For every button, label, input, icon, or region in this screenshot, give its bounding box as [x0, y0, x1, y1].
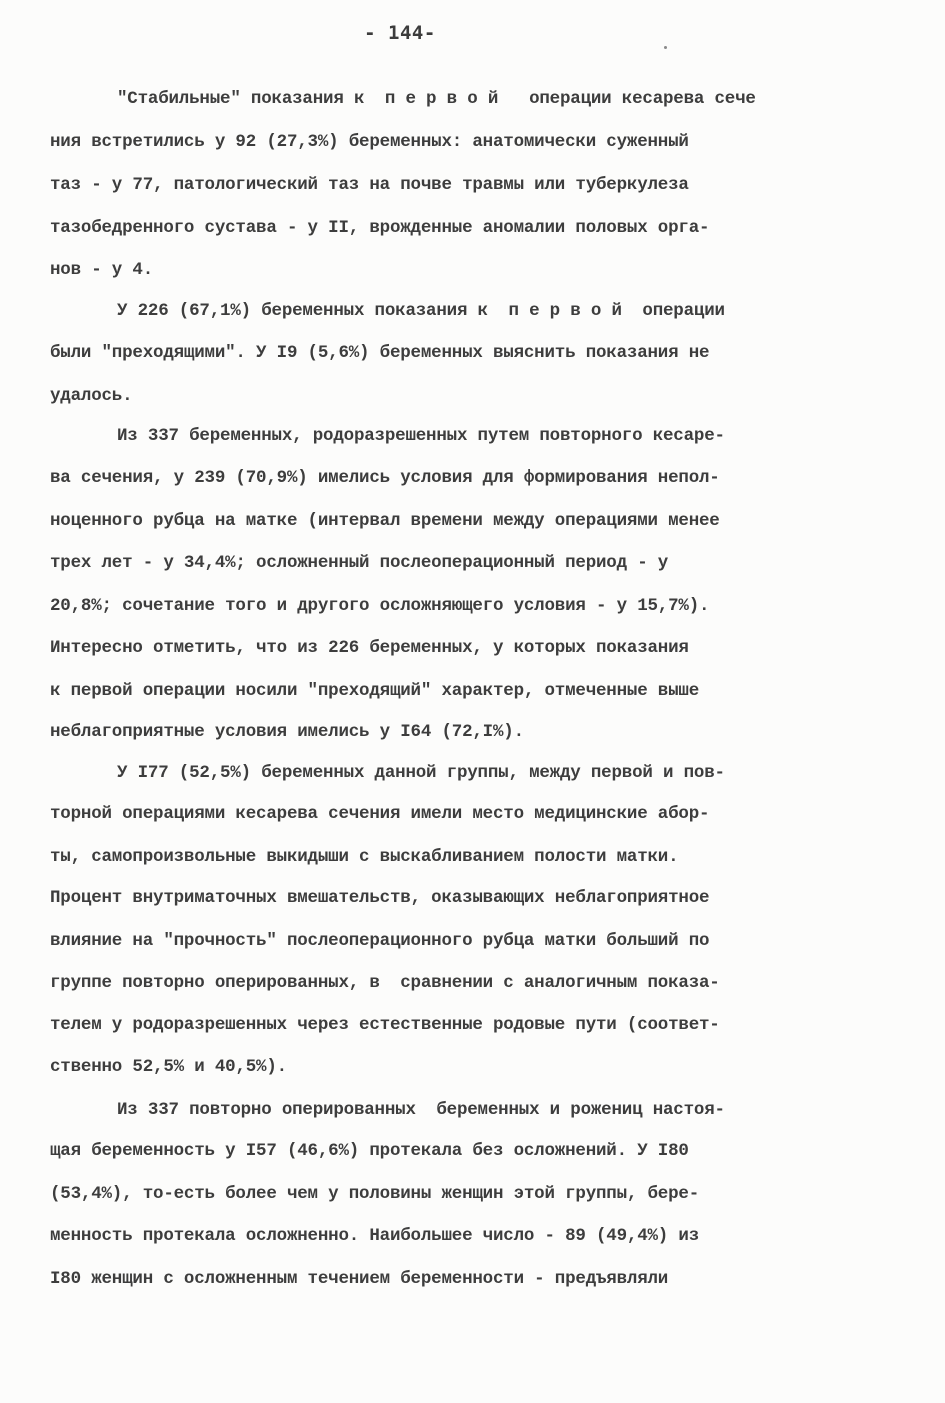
page-number: - 144-: [364, 22, 436, 44]
text-line: нов - у 4.: [50, 260, 154, 280]
text-line: Интересно отметить, что из 226 беременных, у которых показания: [50, 638, 689, 658]
text-line: телем у родоразрешенных через естественные родовые пути (соответ-: [50, 1015, 720, 1035]
text-line: Процент внутриматочных вмешательств, оказывающих неблагоприятное: [50, 888, 710, 908]
scan-speck: [664, 46, 667, 49]
text-line: к первой операции носили "преходящий" характер, отмеченные выше: [50, 681, 700, 701]
text-line: удалось.: [50, 386, 133, 406]
text-line: (53,4%), то-есть более чем у половины женщин этой группы, бере-: [50, 1184, 700, 1204]
text-line: ноценного рубца на матке (интервал времени между операциями менее: [50, 511, 720, 531]
text-line: У 226 (67,1%) беременных показания к п е р в о й операции: [117, 301, 725, 321]
text-line: группе повторно оперированных, в сравнении с аналогичным показа-: [50, 973, 720, 993]
text-line: ственно 52,5% и 40,5%).: [50, 1057, 287, 1077]
text-line: 20,8%; сочетание того и другого осложняющего условия - у 15,7%).: [50, 596, 710, 616]
text-line: были "преходящими". У I9 (5,6%) беременных выяснить показания не: [50, 343, 710, 363]
text-line: неблагоприятные условия имелись у I64 (72,I%).: [50, 722, 524, 742]
text-line: У I77 (52,5%) беременных данной группы, между первой и пов-: [117, 763, 725, 783]
text-line: ния встретились у 92 (27,3%) беременных: анатомически суженный: [50, 132, 689, 152]
text-line: торной операциями кесарева сечения имели место медицинские абор-: [50, 804, 710, 824]
text-line: "Стабильные" показания к п е р в о й операции кесарева сече: [117, 89, 756, 109]
text-line: щая беременность у I57 (46,6%) протекала без осложнений. У I80: [50, 1141, 689, 1161]
text-line: менность протекала осложненно. Наибольшее число - 89 (49,4%) из: [50, 1226, 700, 1246]
text-line: Из 337 повторно оперированных беременных и рожениц настоя-: [117, 1100, 725, 1120]
text-line: таз - у 77, патологический таз на почве травмы или туберкулеза: [50, 175, 689, 195]
text-line: ты, самопроизвольные выкидыши с выскабливанием полости матки.: [50, 847, 679, 867]
text-line: тазобедренного сустава - у II, врожденные аномалии половых орга-: [50, 218, 710, 238]
text-line: Из 337 беременных, родоразрешенных путем повторного кесаре-: [117, 426, 725, 446]
text-line: ва сечения, у 239 (70,9%) имелись условия для формирования непол-: [50, 468, 720, 488]
text-line: влияние на "прочность" послеоперационного рубца матки больший по: [50, 931, 710, 951]
text-line: I80 женщин с осложненным течением беременности - предъявляли: [50, 1269, 669, 1289]
text-line: трех лет - у 34,4%; осложненный послеоперационный период - у: [50, 553, 669, 573]
